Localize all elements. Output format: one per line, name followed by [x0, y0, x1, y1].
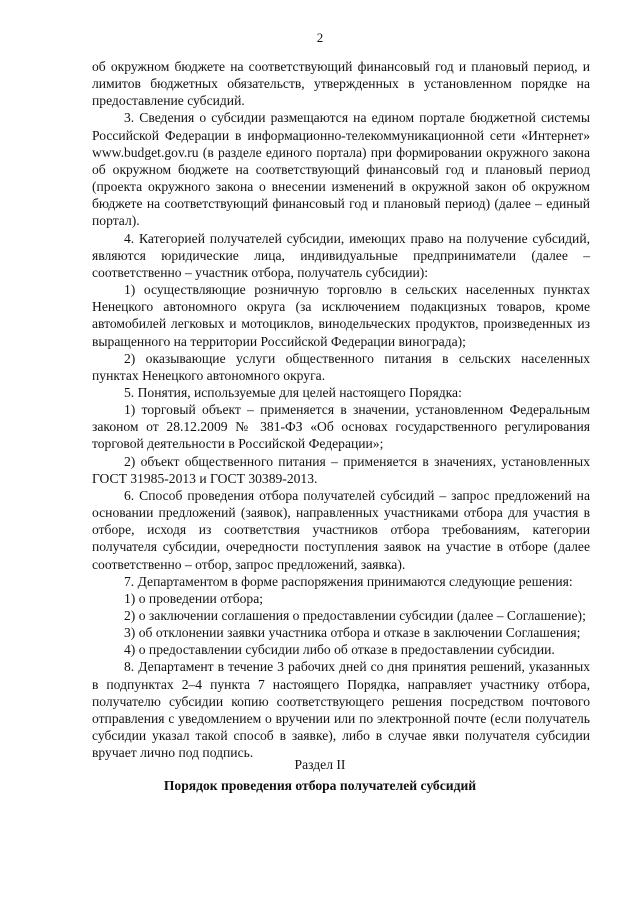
paragraph: 3) об отклонении заявки участника отбора и отказе в заключении Соглашения;: [124, 625, 581, 641]
paragraph: 2) оказывающие услуги общественного питания в сельских населенных пунктах Ненецкого автономного округа.: [92, 350, 590, 383]
paragraph: 3. Сведения о субсидии размещаются на едином портале бюджетной системы Российской Федерации в информационно-телекоммуникационной сети «Интернет» www.budget.gov.ru (в разделе единого портала) при формировании окружного закона об окружном бюджете на соответствующий финансовый год и плановый период (проекта окружного закона о внесении изменений в окружной закон об окружном бюджете на соответствующий финансовый год и плановый период) (далее – единый портал).: [92, 110, 590, 229]
page-number: 2: [316, 30, 324, 45]
paragraph: 5. Понятия, используемые для целей настоящего Порядка:: [124, 384, 462, 400]
paragraph: 1) торговый объект – применяется в значении, установленном Федеральным законом от 28.12.2009 № 381-ФЗ «Об основах государственного регулирования торговой деятельности в Российской Федерации»;: [92, 402, 590, 452]
section-title: Порядок проведения отбора получателей субсидий: [163, 778, 477, 793]
paragraph: 1) осуществляющие розничную торговлю в сельских населенных пунктах Ненецкого автономного округа (за исключением подакцизных товаров, кроме автомобилей легковых и мотоциклов, винодельческих продуктов, произведенных из выращенного на территории Российской Федерации винограда);: [92, 282, 590, 349]
paragraph: 8. Департамент в течение 3 рабочих дней со дня принятия решений, указанных в подпунктах 2–4 пункта 7 настоящего Порядка, направляет участнику отбора, получателю субсидии копию соответствующего решения посредством почтового отправления с уведомлением о вручении или по электронной почте (если получатель субсидии указал такой способ в заявке), либо в случае явки получателя субсидии вручает лично под подпись.: [92, 659, 590, 761]
paragraph: 6. Способ проведения отбора получателей субсидий – запрос предложений на основании предложений (заявок), направленных участниками отбора для участия в отборе, исходя из соответствия участников отбора требованиям, категории получателя субсидии, очередности поступления заявок на участие в отборе (далее соответственно – отбор, запрос предложений, заявка).: [92, 487, 590, 572]
paragraph: 2) о заключении соглашения о предоставлении субсидии (далее – Соглашение);: [124, 608, 586, 623]
paragraph: 2) объект общественного питания – применяется в значениях, установленных ГОСТ 31985-2013 и ГОСТ 30389-2013.: [92, 453, 590, 486]
paragraph: 1) о проведении отбора;: [124, 590, 264, 606]
section-label: Раздел II: [294, 757, 346, 772]
paragraph: об окружном бюджете на соответствующий финансовый год и плановый период, и лимитов бюджетных обязательств, утвержденных в установленном порядке на предоставление субсидий.: [92, 59, 590, 109]
body-text: [92, 58, 590, 761]
paragraph: 4. Категорией получателей субсидии, имеющих право на получение субсидий, являются юридические лица, индивидуальные предприниматели (далее – соответственно – участник отбора, получатель субсидии):: [92, 230, 590, 280]
paragraph: 4) о предоставлении субсидии либо об отказе в предоставлении субсидии.: [124, 642, 555, 658]
paragraph: 7. Департаментом в форме распоряжения принимаются следующие решения:: [124, 573, 573, 589]
